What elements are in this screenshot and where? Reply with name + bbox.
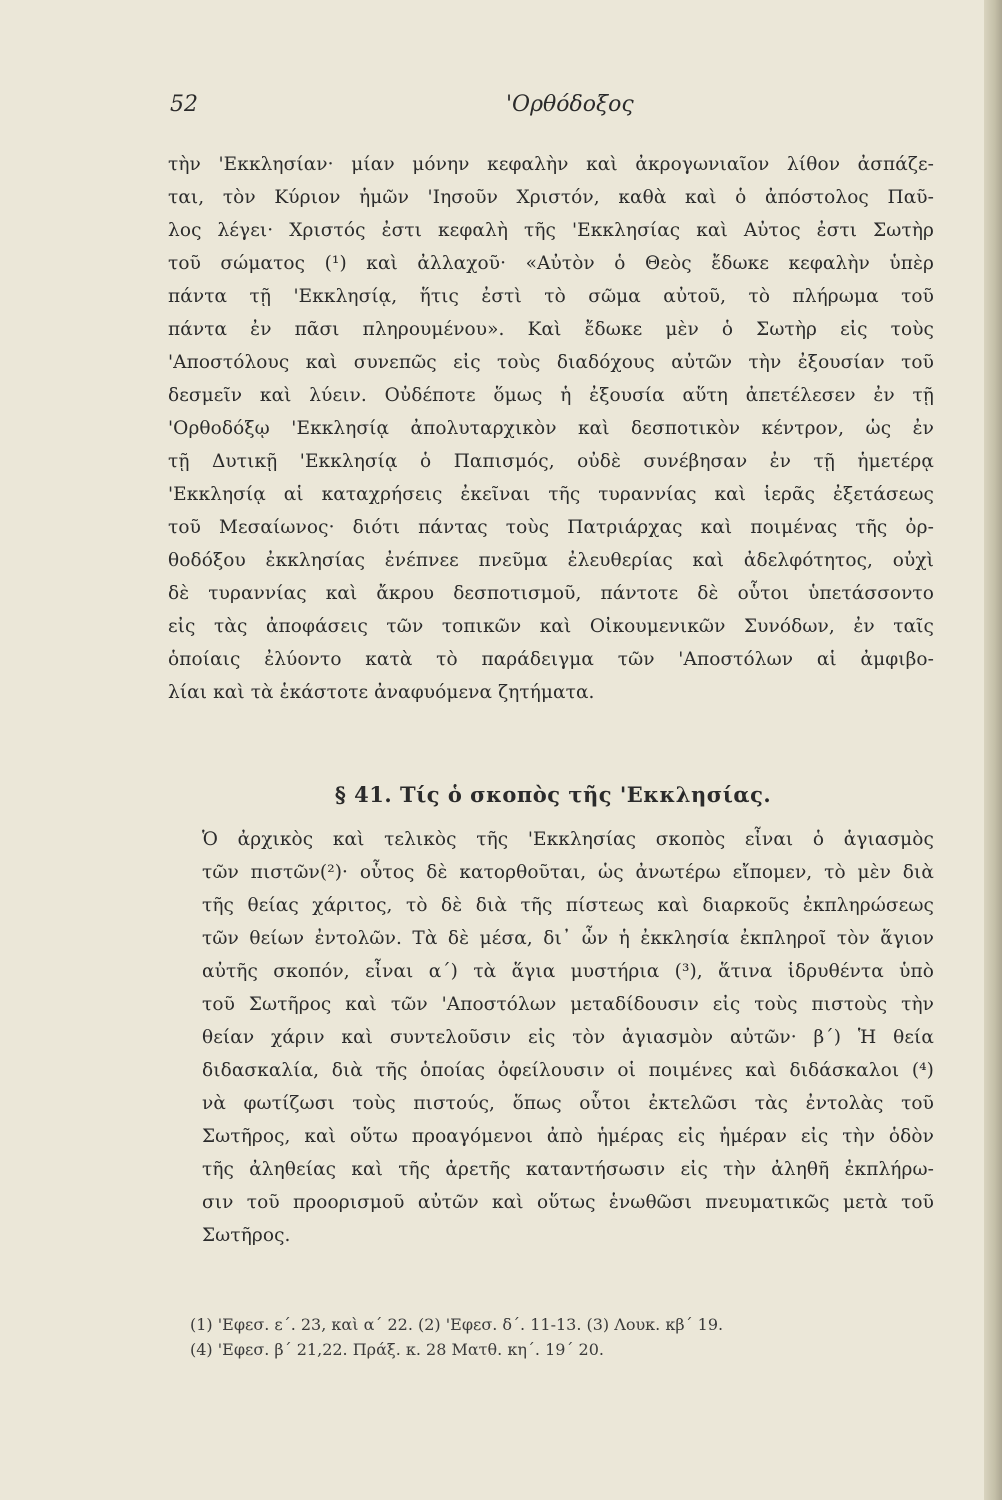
text-line: ὁποίαις ἐλύοντο κατὰ τὸ παράδειγμα τῶν 'Αποστόλων αἱ ἀμφιβο- [168,649,934,670]
footnote-line: (4) 'Εφεσ. β΄ 21,22. Πράξ. κ. 28 Ματθ. κη΄. 19΄ 20. [190,1340,604,1359]
page-edge-shadow [984,0,1002,1500]
page-header [170,92,930,122]
text-line: πάντα τῇ 'Εκκλησίᾳ, ἥτις ἐστὶ τὸ σῶμα αὐτοῦ, τὸ πλήρωμα τοῦ [168,286,934,307]
page-number: 52 [170,92,198,117]
text-line: διδασκαλία, διὰ τῆς ὁποίας ὀφείλουσιν οἱ ποιμένες καὶ διδάσκαλοι (⁴) [202,1060,934,1081]
text-line: 'Ορθοδόξῳ 'Εκκλησίᾳ ἀπολυταρχικὸν καὶ δεσποτικὸν κέντρον, ὡς ἐν [168,418,934,439]
footnote-line: (1) 'Εφεσ. ε΄. 23, καὶ α΄ 22. (2) 'Εφεσ. δ΄. 11-13. (3) Λουκ. κβ΄ 19. [190,1315,724,1334]
paragraph-1 [168,148,934,709]
text-line: 'Αποστόλους καὶ συνεπῶς εἰς τοὺς διαδόχους αὐτῶν τὴν ἐξουσίαν τοῦ [168,352,934,373]
text-line: τῆς θείας χάριτος, τὸ δὲ διὰ τῆς πίστεως καὶ διαρκοῦς ἐκπληρώσεως [202,895,934,916]
text-line: τῶν πιστῶν(²)· οὗτος δὲ κατορθοῦται, ὡς ἀνωτέρω εἴπομεν, τὸ μὲν διὰ [202,862,934,883]
text-line: Ὁ ἀρχικὸς καὶ τελικὸς τῆς 'Εκκλησίας σκοπὸς εἶναι ὁ ἁγιασμὸς [202,829,934,850]
text-line: δὲ τυραννίας καὶ ἄκρου δεσποτισμοῦ, πάντοτε δὲ οὗτοι ὑπετάσσοντο [168,583,934,604]
text-line: τοῦ Μεσαίωνος· διότι πάντας τοὺς Πατριάρχας καὶ ποιμένας τῆς ὀρ- [168,517,934,538]
text-line: τοῦ σώματος (¹) καὶ ἀλλαχοῦ· «Αὐτὸν ὁ Θεὸς ἔδωκε κεφαλὴν ὑπὲρ [168,253,934,274]
text-line: τῆς ἀληθείας καὶ τῆς ἀρετῆς καταντήσωσιν εἰς τὴν ἀληθῆ ἐκπλήρω- [202,1159,934,1180]
running-title: 'Ορθόδοξος [506,92,634,117]
text-line: Σωτῆρος. [202,1225,291,1246]
text-line: θοδόξου ἐκκλησίας ἐνέπνεε πνεῦμα ἐλευθερίας καὶ ἀδελφότητος, οὐχὶ [168,550,934,571]
text-line: δεσμεῖν καὶ λύειν. Οὐδέποτε ὅμως ἡ ἐξουσία αὕτη ἀπετέλεσεν ἐν τῇ [168,385,934,406]
text-line: 'Εκκλησίᾳ αἱ καταχρήσεις ἐκεῖναι τῆς τυραννίας καὶ ἱερᾶς ἐξετάσεως [168,484,934,505]
text-line: Σωτῆρος, καὶ οὕτω προαγόμενοι ἀπὸ ἡμέρας εἰς ἡμέραν εἰς τὴν ὁδὸν [202,1126,934,1147]
text-line: τῶν θείων ἐντολῶν. Τὰ δὲ μέσα, δι᾽ ὧν ἡ ἐκκλησία ἐκπληροῖ τὸν ἅγιον [202,928,934,949]
text-line: θείαν χάριν καὶ συντελοῦσιν εἰς τὸν ἁγιασμὸν αὐτῶν· β΄) Ἡ θεία [202,1027,934,1048]
text-line: τοῦ Σωτῆρος καὶ τῶν 'Αποστόλων μεταδίδουσιν εἰς τοὺς πιστοὺς τὴν [202,994,934,1015]
text-line: λος λέγει· Χριστός ἐστι κεφαλὴ τῆς 'Εκκλησίας καὶ Αὐτος ἐστι Σωτὴρ [168,220,934,241]
text-line: πάντα ἐν πᾶσι πληρουμένου». Καὶ ἔδωκε μὲν ὁ Σωτὴρ εἰς τοὺς [168,319,934,340]
text-line: εἰς τὰς ἀποφάσεις τῶν τοπικῶν καὶ Οἰκουμενικῶν Συνόδων, ἐν ταῖς [168,616,934,637]
text-line: αὐτῆς σκοπόν, εἶναι α΄) τὰ ἅγια μυστήρια (³), ἅτινα ἱδρυθέντα ὑπὸ [202,961,934,982]
text-line: τὴν 'Εκκλησίαν· μίαν μόνην κεφαλὴν καὶ ἀκρογωνιαῖον λίθον ἀσπάζε- [168,154,934,175]
text-line: λίαι καὶ τὰ ἑκάστοτε ἀναφυόμενα ζητήματα. [168,682,595,703]
paragraph-2 [168,823,934,1252]
text-line: νὰ φωτίζωσι τοὺς πιστούς, ὅπως οὗτοι ἐκτελῶσι τὰς ἐντολὰς τοῦ [202,1093,934,1114]
text-line: τῇ Δυτικῇ 'Εκκλησίᾳ ὁ Παπισμός, οὐδὲ συνέβησαν ἐν τῇ ἡμετέρᾳ [168,451,934,472]
footnotes [190,1312,930,1362]
text-line: σιν τοῦ προορισμοῦ αὐτῶν καὶ οὕτως ἑνωθῶσι πνευματικῶς μετὰ τοῦ [202,1192,934,1213]
text-line: ται, τὸν Κύριον ἡμῶν 'Ιησοῦν Χριστόν, καθὰ καὶ ὁ ἀπόστολος Παῦ- [168,187,934,208]
section-heading: § 41. Τίς ὁ σκοπὸς τῆς 'Εκκλησίας. [334,782,772,807]
